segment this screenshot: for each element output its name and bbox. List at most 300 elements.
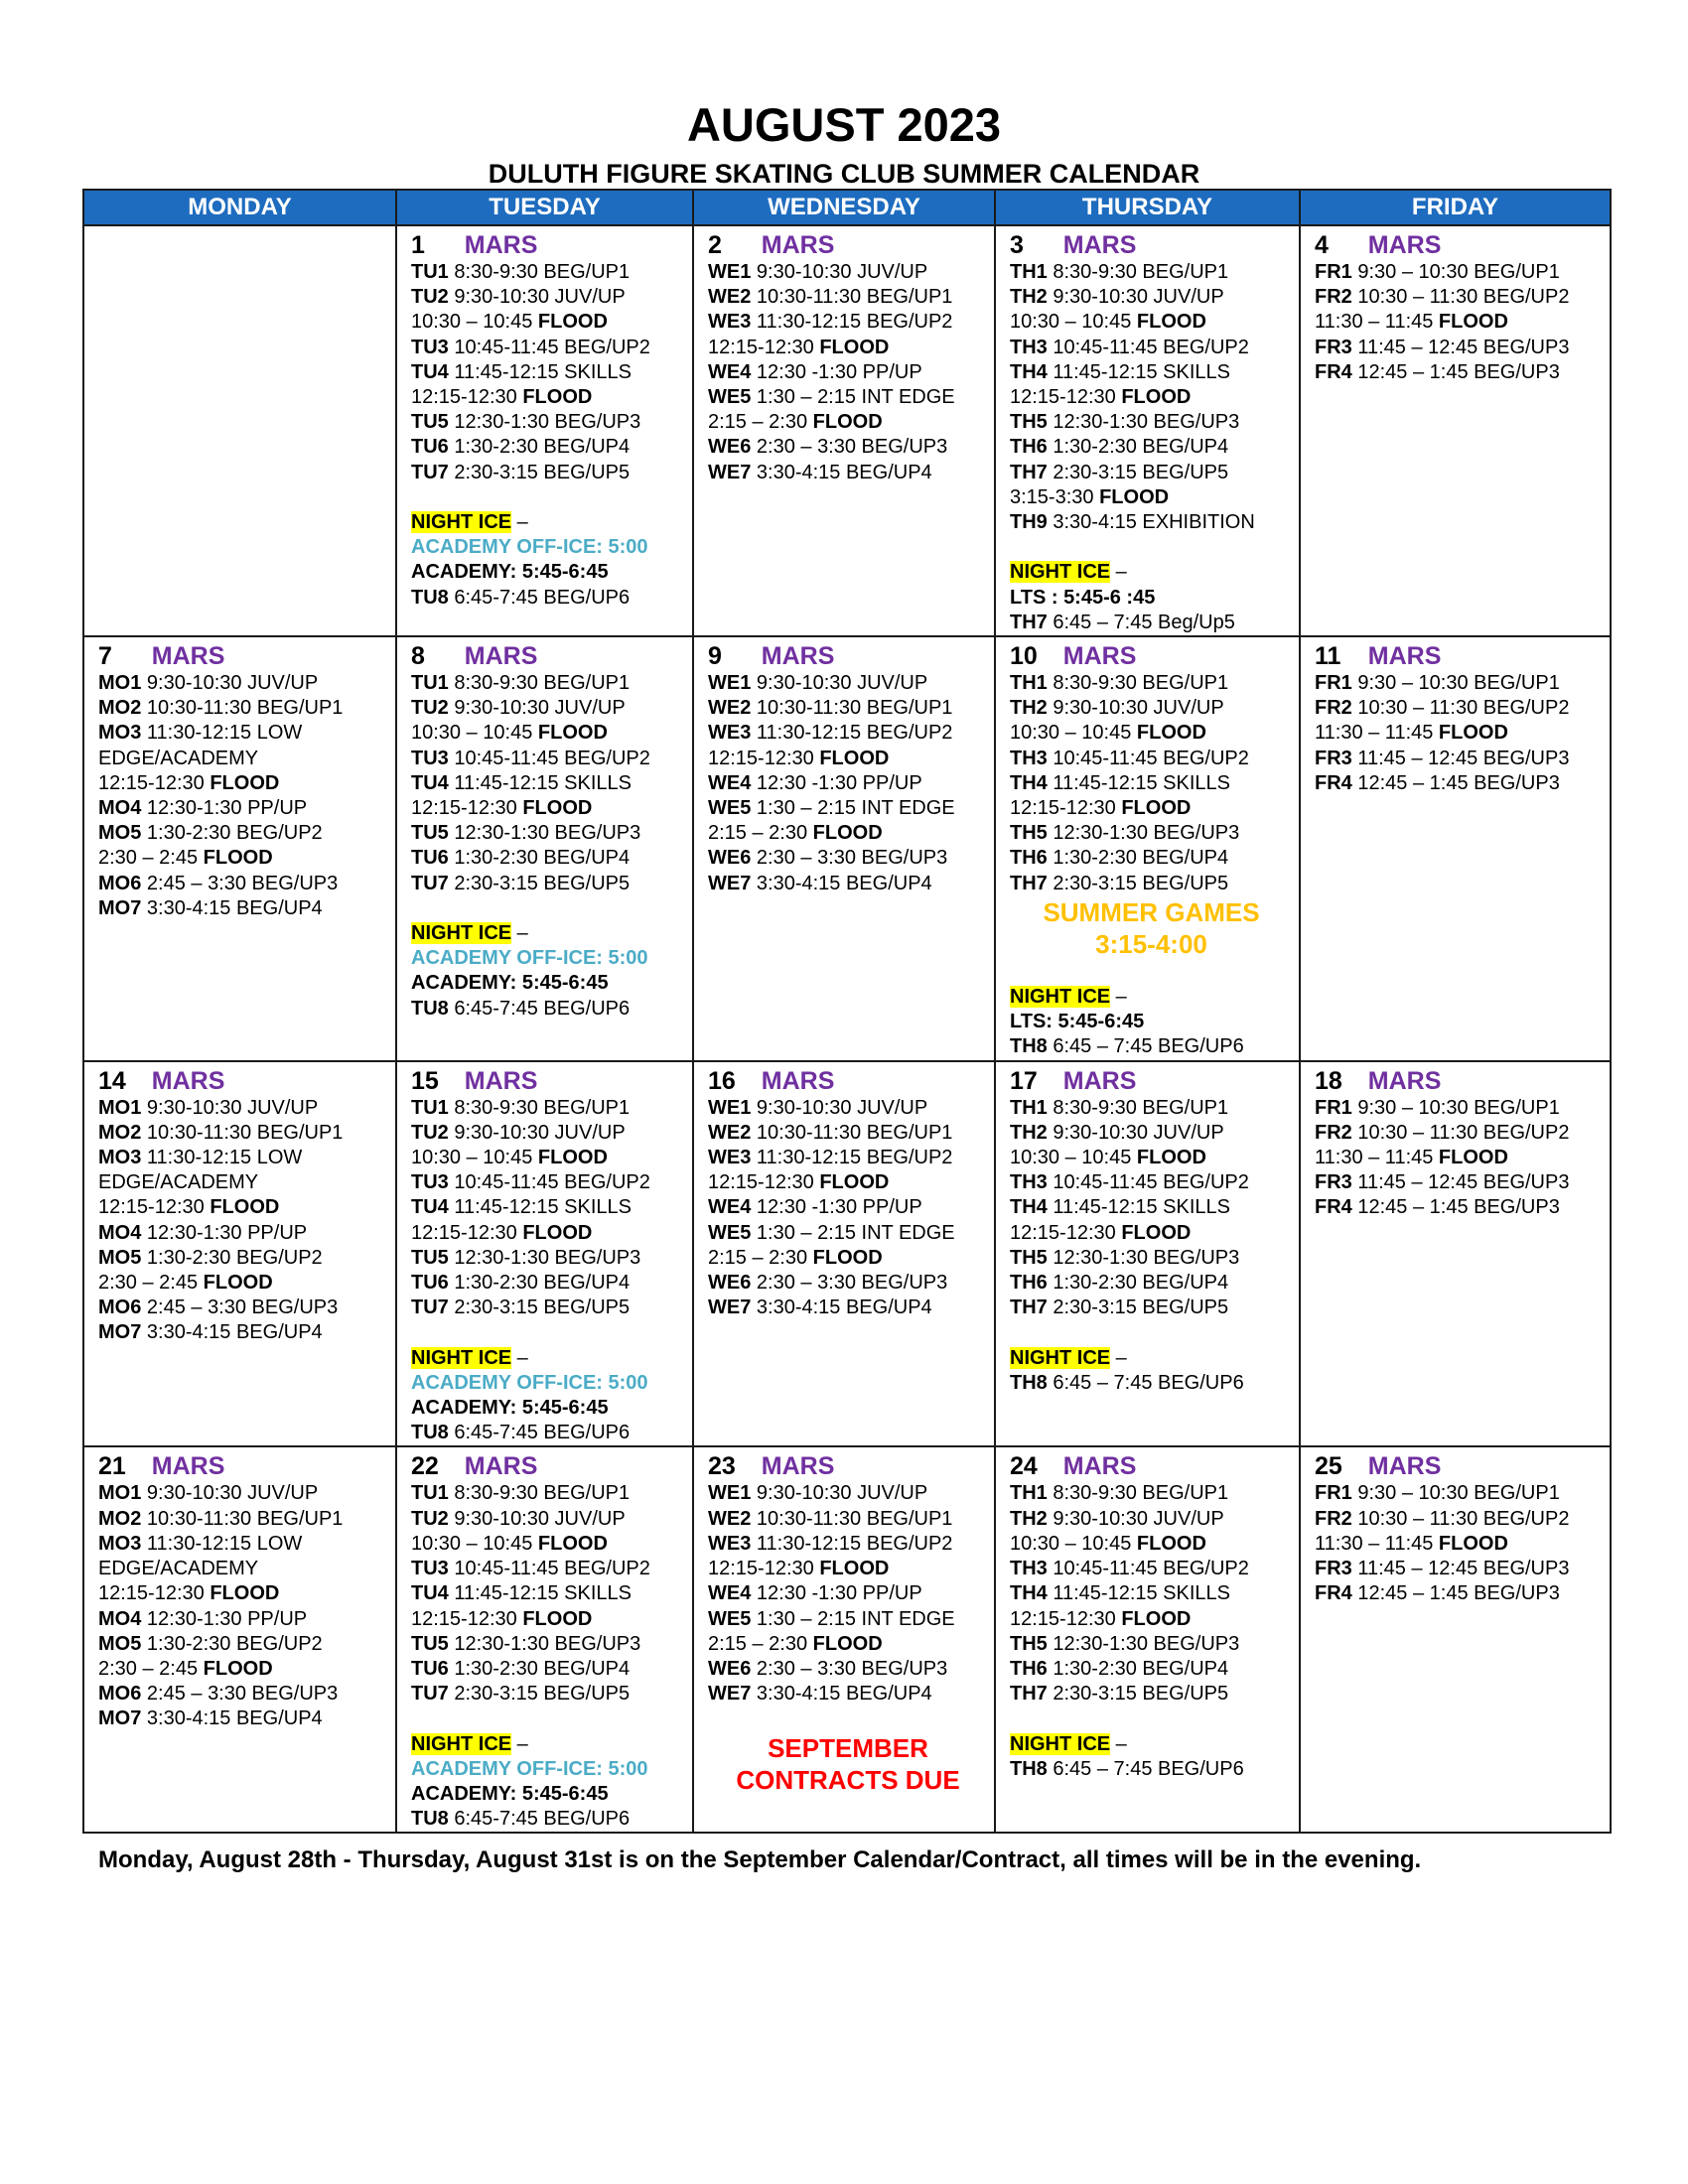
schedule-line: [98, 796, 389, 821]
session-code: MO5: [98, 1632, 142, 1655]
flood-label: FLOOD: [210, 1196, 280, 1219]
session-code: MO1: [98, 1482, 142, 1505]
session-code: WE7: [708, 1297, 752, 1319]
schedule-line: [1315, 1096, 1604, 1121]
day-header: [98, 1066, 389, 1096]
schedule-line: [1315, 696, 1604, 721]
flood-label: FLOOD: [203, 847, 273, 870]
session-time: 12:30-1:30 BEG/UP3: [448, 1632, 641, 1655]
session-time: 10:30 – 10:45: [411, 311, 538, 334]
week-row: [83, 1061, 1611, 1447]
session-code: TH7: [1010, 872, 1048, 894]
schedule-line: [1010, 771, 1293, 796]
session-time: 11:30-12:15 LOW: [141, 1147, 303, 1169]
day-number: 2: [708, 231, 722, 259]
schedule-line: [1315, 1532, 1604, 1557]
flood-label: FLOOD: [210, 1582, 280, 1605]
day-cell: [396, 225, 693, 636]
session-time: 10:30-11:30 BEG/UP1: [141, 1121, 344, 1144]
schedule-line: [98, 1221, 389, 1246]
session-time: 10:45-11:45 BEG/UP2: [1047, 1171, 1249, 1194]
session-code: TH3: [1010, 747, 1048, 769]
session-time: EDGE/ACADEMY: [98, 1171, 259, 1194]
schedule-line: [1010, 796, 1293, 821]
session-time: 9:30-10:30 JUV/UP: [141, 1482, 319, 1505]
schedule-line: [411, 821, 686, 846]
venue-label: MARS: [464, 1066, 538, 1095]
day-header: [98, 1451, 389, 1481]
day-cell: [693, 636, 995, 1061]
night-ice-label: NIGHT ICE: [1010, 986, 1111, 1009]
schedule-line: [98, 696, 389, 721]
schedule-line: [1315, 260, 1604, 285]
schedule-line: [708, 336, 988, 360]
session-code: MO6: [98, 1683, 142, 1706]
schedule-line: [98, 1632, 389, 1657]
schedule-line: [411, 461, 686, 485]
venue-label: MARS: [1062, 1066, 1137, 1095]
week-row: [83, 636, 1611, 1061]
session-code: TH5: [1010, 1246, 1048, 1269]
night-ice-label: NIGHT ICE: [1010, 1346, 1111, 1369]
schedule-line: [708, 1096, 988, 1121]
session-code: FR2: [1315, 1121, 1352, 1144]
schedule-line: [708, 1121, 988, 1146]
day-header: [411, 1451, 686, 1481]
schedule-line: [708, 872, 988, 896]
venue-label: MARS: [1062, 642, 1137, 671]
schedule-line: [1010, 360, 1293, 385]
day-cell: [83, 225, 396, 636]
schedule-line: [708, 1607, 988, 1632]
session-time: 9:30 – 10:30 BEG/UP1: [1351, 1096, 1560, 1119]
session-time: 9:30-10:30 JUV/UP: [1047, 286, 1224, 309]
session-time: 6:45 – 7:45 Beg/Up5: [1047, 611, 1235, 633]
session-code: WE1: [708, 261, 752, 283]
schedule-line: [411, 721, 686, 746]
schedule-line: [708, 360, 988, 385]
schedule-line: [1315, 285, 1604, 310]
schedule-line: [98, 1481, 389, 1506]
academy-off-ice-label: ACADEMY OFF-ICE: 5:00: [411, 1757, 648, 1780]
session-time: 11:30 – 11:45: [1315, 1147, 1439, 1169]
weekday-header-thursday: THURSDAY: [995, 190, 1300, 225]
session-time: 6:45-7:45 BEG/UP6: [448, 1808, 631, 1831]
session-time: 2:45 – 3:30 BEG/UP3: [141, 1683, 339, 1706]
session-time: –: [511, 922, 528, 945]
session-time: 2:15 – 2:30: [708, 1246, 813, 1269]
day-number: 10: [1010, 642, 1038, 671]
day-header: [1010, 1066, 1293, 1096]
schedule-line: [1010, 1246, 1293, 1271]
session-time: 12:15-12:30: [1010, 797, 1122, 820]
session-code: WE6: [708, 436, 752, 459]
session-time: 1:30-2:30 BEG/UP4: [448, 1657, 631, 1680]
schedule-line: [411, 385, 686, 410]
schedule-line: [1010, 1034, 1293, 1059]
day-cell: [396, 1061, 693, 1447]
schedule-line: [411, 1607, 686, 1632]
session-code: TU3: [411, 1171, 449, 1194]
schedule-line: [1010, 336, 1293, 360]
day-number: 22: [411, 1452, 439, 1481]
schedule-line: [1010, 1010, 1293, 1034]
session-time: 12:30-1:30 PP/UP: [141, 797, 308, 820]
session-time: 3:30-4:15 BEG/UP4: [141, 896, 323, 919]
session-time: 12:15-12:30: [1010, 386, 1122, 409]
session-time: 9:30-10:30 JUV/UP: [1047, 697, 1224, 720]
schedule-line: [98, 721, 389, 746]
schedule-line: [1315, 360, 1604, 385]
session-time: 12:15-12:30: [1010, 1607, 1122, 1630]
day-number: 14: [98, 1066, 126, 1095]
session-code: WE5: [708, 797, 752, 820]
schedule-line: [98, 1320, 389, 1345]
venue-label: MARS: [1367, 1066, 1442, 1095]
session-time: 12:15-12:30: [411, 1221, 523, 1244]
schedule-line: [98, 1607, 389, 1632]
schedule-line: [1010, 1096, 1293, 1121]
session-time: 9:30-10:30 JUV/UP: [1047, 1121, 1224, 1144]
session-code: TU4: [411, 1196, 449, 1219]
session-code: MO7: [98, 896, 142, 919]
session-time: 3:30-4:15 BEG/UP4: [141, 1321, 323, 1344]
week-row: [83, 225, 1611, 636]
session-time: 10:45-11:45 BEG/UP2: [1047, 336, 1249, 358]
session-time: 12:30-1:30 BEG/UP3: [448, 822, 641, 845]
schedule-line: [1010, 1121, 1293, 1146]
schedule-line: [98, 1146, 389, 1170]
spacer: [411, 1706, 686, 1731]
flood-label: FLOOD: [1136, 1147, 1206, 1169]
session-code: MO6: [98, 1297, 142, 1319]
schedule-line: [708, 1632, 988, 1657]
spacer: [411, 896, 686, 921]
session-code: TU4: [411, 771, 449, 794]
session-time: 12:45 – 1:45 BEG/UP3: [1351, 1196, 1560, 1219]
day-cell: [995, 1061, 1300, 1447]
schedule-line: [411, 1657, 686, 1682]
session-code: TU6: [411, 847, 449, 870]
session-time: 1:30-2:30 BEG/UP2: [141, 1632, 323, 1655]
session-time: 11:30-12:15 BEG/UP2: [751, 1532, 953, 1555]
session-time: 12:15-12:30: [98, 771, 211, 794]
session-time: 12:15-12:30: [708, 1558, 820, 1580]
flood-label: FLOOD: [537, 722, 608, 745]
day-header: [1010, 1451, 1293, 1481]
session-label: ACADEMY: 5:45-6:45: [411, 972, 609, 995]
special-note-line: 3:15-4:00: [1095, 928, 1207, 959]
session-code: TU3: [411, 747, 449, 769]
session-time: 8:30-9:30 BEG/UP1: [1047, 261, 1229, 283]
session-time: 9:30 – 10:30 BEG/UP1: [1351, 261, 1560, 283]
session-time: 2:15 – 2:30: [708, 411, 813, 434]
venue-label: MARS: [761, 1066, 835, 1095]
weekday-header-tuesday: TUESDAY: [396, 190, 693, 225]
session-time: 2:30-3:15 BEG/UP5: [1047, 461, 1229, 483]
session-time: 9:30-10:30 JUV/UP: [448, 1121, 626, 1144]
session-time: 1:30-2:30 BEG/UP4: [1047, 847, 1229, 870]
session-code: TH2: [1010, 1121, 1048, 1144]
session-time: 9:30-10:30 JUV/UP: [141, 672, 319, 695]
session-time: 11:30-12:15 BEG/UP2: [751, 311, 953, 334]
flood-label: FLOOD: [537, 1532, 608, 1555]
special-note-line: SUMMER GAMES: [1043, 896, 1260, 927]
schedule-line: [1010, 721, 1293, 746]
session-code: MO6: [98, 872, 142, 894]
session-time: 10:30 – 11:30 BEG/UP2: [1351, 697, 1570, 720]
session-label: ACADEMY: 5:45-6:45: [411, 1397, 609, 1420]
session-code: TH7: [1010, 611, 1048, 633]
session-code: TU6: [411, 1272, 449, 1295]
day-cell: [693, 1446, 995, 1833]
day-header: [1315, 1066, 1604, 1096]
session-code: WE7: [708, 461, 752, 483]
session-code: TU7: [411, 1297, 449, 1319]
schedule-line: [1315, 1481, 1604, 1506]
schedule-line: [411, 1271, 686, 1296]
session-time: 6:45 – 7:45 BEG/UP6: [1047, 1757, 1244, 1780]
venue-label: MARS: [1062, 231, 1137, 259]
session-time: 12:30-1:30 BEG/UP3: [1047, 1632, 1240, 1655]
day-header: [708, 230, 988, 260]
academy-off-ice-label: ACADEMY OFF-ICE: 5:00: [411, 536, 648, 559]
schedule-line: [411, 1195, 686, 1220]
schedule-line: [1010, 1296, 1293, 1320]
schedule-line: [708, 771, 988, 796]
session-time: 12:15-12:30: [98, 1196, 211, 1219]
session-code: WE6: [708, 1272, 752, 1295]
session-time: 12:15-12:30: [411, 797, 523, 820]
schedule-line: [411, 747, 686, 771]
schedule-line: [411, 946, 686, 971]
session-code: TH5: [1010, 822, 1048, 845]
session-code: WE2: [708, 286, 752, 309]
session-time: 11:45 – 12:45 BEG/UP3: [1351, 1558, 1570, 1580]
session-time: 10:30 – 10:45: [1010, 722, 1137, 745]
session-time: 11:45-12:15 SKILLS: [1047, 771, 1231, 794]
weekday-header-friday: FRIDAY: [1300, 190, 1611, 225]
session-time: 10:30-11:30 BEG/UP1: [141, 697, 344, 720]
session-code: TH3: [1010, 336, 1048, 358]
session-code: MO2: [98, 1507, 142, 1530]
schedule-line: [1010, 510, 1293, 535]
session-time: 11:30 – 11:45: [1315, 722, 1439, 745]
schedule-line: [1315, 1121, 1604, 1146]
session-time: 8:30-9:30 BEG/UP1: [448, 672, 631, 695]
schedule-line: [1010, 1481, 1293, 1506]
schedule-line: [1010, 1195, 1293, 1220]
session-time: 2:30-3:15 BEG/UP5: [448, 1683, 631, 1706]
session-code: WE5: [708, 1221, 752, 1244]
schedule-line: [411, 560, 686, 585]
session-time: 9:30-10:30 JUV/UP: [1047, 1507, 1224, 1530]
schedule-line: [411, 1221, 686, 1246]
session-code: TU2: [411, 697, 449, 720]
day-cell: [1300, 1061, 1611, 1447]
session-time: 12:30-1:30 PP/UP: [141, 1221, 308, 1244]
flood-label: FLOOD: [1136, 722, 1206, 745]
session-time: 2:15 – 2:30: [708, 1632, 813, 1655]
schedule-line: [1010, 310, 1293, 335]
day-cell: [1300, 636, 1611, 1061]
schedule-line: [1010, 560, 1293, 585]
schedule-line: [1010, 1607, 1293, 1632]
schedule-line: [1010, 485, 1293, 510]
session-time: 10:30 – 10:45: [1010, 1147, 1137, 1169]
session-code: FR3: [1315, 1558, 1352, 1580]
session-time: 1:30 – 2:15 INT EDGE: [751, 797, 955, 820]
session-code: FR2: [1315, 697, 1352, 720]
session-time: 1:30-2:30 BEG/UP2: [141, 822, 323, 845]
session-code: WE4: [708, 360, 752, 383]
schedule-line: [708, 1170, 988, 1195]
session-code: TH2: [1010, 286, 1048, 309]
night-ice-label: NIGHT ICE: [411, 1346, 512, 1369]
session-code: TH6: [1010, 1272, 1048, 1295]
schedule-line: [411, 260, 686, 285]
session-label: ACADEMY: 5:45-6:45: [411, 561, 609, 584]
session-time: 2:30 – 2:45: [98, 1657, 204, 1680]
schedule-line: [411, 921, 686, 946]
schedule-line: [1010, 1221, 1293, 1246]
session-code: TH4: [1010, 1196, 1048, 1219]
schedule-line: [708, 461, 988, 485]
session-code: TU3: [411, 336, 449, 358]
session-time: 11:45-12:15 SKILLS: [448, 1582, 633, 1605]
venue-label: MARS: [1367, 642, 1442, 671]
session-time: 11:45-12:15 SKILLS: [448, 771, 633, 794]
schedule-line: [708, 1481, 988, 1506]
schedule-line: [98, 821, 389, 846]
schedule-line: [1010, 1757, 1293, 1782]
flood-label: FLOOD: [1121, 1221, 1192, 1244]
night-ice-label: NIGHT ICE: [411, 922, 512, 945]
session-label: LTS: 5:45-6:45: [1010, 1011, 1145, 1033]
session-code: TH8: [1010, 1035, 1048, 1058]
flood-label: FLOOD: [812, 411, 883, 434]
session-code: WE2: [708, 1507, 752, 1530]
schedule-line: [708, 1532, 988, 1557]
session-time: 10:30 – 10:45: [411, 722, 538, 745]
weekday-header-monday: MONDAY: [83, 190, 396, 225]
schedule-line: [411, 360, 686, 385]
night-ice-label: NIGHT ICE: [1010, 561, 1111, 584]
venue-label: MARS: [1367, 1452, 1442, 1481]
schedule-line: [98, 1657, 389, 1682]
schedule-line: [411, 846, 686, 871]
session-time: 10:45-11:45 BEG/UP2: [448, 1558, 650, 1580]
session-code: TU7: [411, 872, 449, 894]
session-time: 9:30-10:30 JUV/UP: [448, 697, 626, 720]
special-note: [1010, 896, 1293, 960]
schedule-line: [411, 1732, 686, 1757]
schedule-line: [708, 1246, 988, 1271]
schedule-line: [1010, 1632, 1293, 1657]
session-time: 12:30-1:30 BEG/UP3: [448, 411, 641, 434]
session-code: TU2: [411, 286, 449, 309]
flood-label: FLOOD: [1121, 797, 1192, 820]
session-time: 11:45-12:15 SKILLS: [1047, 1196, 1231, 1219]
session-code: MO5: [98, 1246, 142, 1269]
day-number: 24: [1010, 1452, 1038, 1481]
schedule-line: [411, 1246, 686, 1271]
schedule-line: [708, 721, 988, 746]
schedule-line: [411, 1782, 686, 1807]
session-time: 9:30 – 10:30 BEG/UP1: [1351, 672, 1560, 695]
session-code: TU1: [411, 1482, 449, 1505]
schedule-line: [411, 1581, 686, 1606]
schedule-line: [1010, 410, 1293, 435]
session-code: TU2: [411, 1507, 449, 1530]
schedule-line: [1010, 260, 1293, 285]
day-number: 3: [1010, 231, 1024, 259]
night-ice-label: NIGHT ICE: [411, 1732, 512, 1755]
session-time: 12:15-12:30: [708, 336, 820, 358]
weekday-header-row: [83, 190, 1611, 225]
session-time: 6:45 – 7:45 BEG/UP6: [1047, 1035, 1244, 1058]
session-code: MO7: [98, 1707, 142, 1730]
calendar-table: [82, 189, 1612, 1834]
schedule-line: [411, 1146, 686, 1170]
session-time: 8:30-9:30 BEG/UP1: [448, 1482, 631, 1505]
spacer: [1010, 960, 1293, 985]
session-code: WE5: [708, 386, 752, 409]
session-time: 2:30 – 3:30 BEG/UP3: [751, 1657, 948, 1680]
day-header: [1315, 641, 1604, 671]
session-code: TH6: [1010, 847, 1048, 870]
session-time: 11:30-12:15 BEG/UP2: [751, 1147, 953, 1169]
session-time: –: [1110, 561, 1127, 584]
session-code: TU8: [411, 1808, 449, 1831]
session-time: 2:30 – 3:30 BEG/UP3: [751, 847, 948, 870]
schedule-line: [411, 285, 686, 310]
schedule-line: [1315, 747, 1604, 771]
session-code: TU4: [411, 1582, 449, 1605]
schedule-line: [708, 435, 988, 460]
schedule-line: [708, 260, 988, 285]
session-time: 3:15-3:30: [1010, 485, 1100, 508]
schedule-line: [1315, 1581, 1604, 1606]
day-number: 16: [708, 1066, 736, 1095]
flood-label: FLOOD: [812, 1246, 883, 1269]
session-code: TH8: [1010, 1757, 1048, 1780]
session-time: 3:30-4:15 BEG/UP4: [141, 1707, 323, 1730]
schedule-line: [708, 285, 988, 310]
schedule-line: [1010, 985, 1293, 1010]
schedule-line: [98, 1532, 389, 1557]
session-code: FR3: [1315, 747, 1352, 769]
schedule-line: [411, 1807, 686, 1832]
schedule-line: [411, 1481, 686, 1506]
flood-label: FLOOD: [1136, 1532, 1206, 1555]
schedule-line: [708, 1271, 988, 1296]
session-time: 12:30-1:30 BEG/UP3: [1047, 411, 1240, 434]
session-time: 11:45-12:15 SKILLS: [448, 1196, 633, 1219]
venue-label: MARS: [151, 1452, 225, 1481]
session-code: MO7: [98, 1321, 142, 1344]
session-code: WE3: [708, 1532, 752, 1555]
schedule-line: [1315, 1507, 1604, 1532]
session-time: 2:30 – 2:45: [98, 1272, 204, 1295]
session-time: 3:30-4:15 BEG/UP4: [751, 461, 932, 483]
session-time: 11:30 – 11:45: [1315, 311, 1439, 334]
day-cell: [396, 636, 693, 1061]
session-code: TH7: [1010, 461, 1048, 483]
session-code: WE4: [708, 1582, 752, 1605]
day-header: [98, 641, 389, 671]
schedule-line: [708, 1195, 988, 1220]
